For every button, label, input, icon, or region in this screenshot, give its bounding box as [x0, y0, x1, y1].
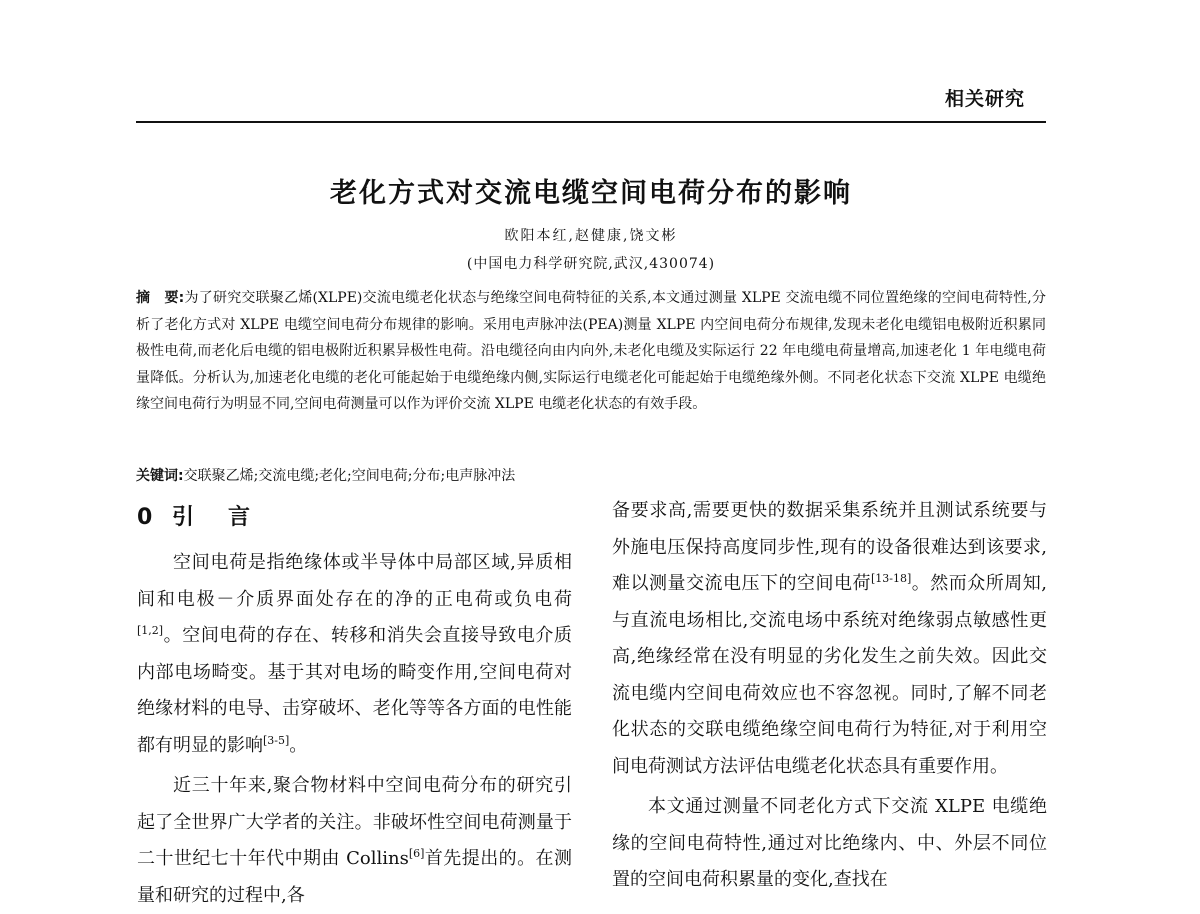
paragraph-text: 首先提出的。在测量和研究的过程中,各	[137, 848, 572, 906]
paragraph-text: 。	[289, 734, 308, 756]
paragraph	[137, 545, 572, 764]
affiliation: (中国电力科学研究院,武汉,430074)	[466, 256, 716, 272]
authors: 欧阳本红,赵健康,饶文彬	[504, 228, 678, 244]
paragraph-text: 。然而众所周知,与直流电场相比,交流电场中系统对绝缘弱点敏感性更高,绝缘经常在没有明显的劣化发生之前失效。因此交流电缆内空间电荷效应也不容忽视。同时,了解不同老化状态的交联电缆绝缘空间电荷行为特征,对于利用空间电荷测试方法评估电缆老化状态具有重要作用。	[612, 573, 1047, 777]
paragraph-text: 近三十年来,聚合物材料中空间电荷分布的研究引起了全世界广大学者的关注。非破坏性空间电荷测量于二十世纪七十年代中期由 Collins	[137, 775, 572, 869]
section-tag: 相关研究	[944, 88, 1025, 110]
paragraph-text: 备要求高,需要更快的数据采集系统并且测试系统要与外施电压保持高度同步性,现有的设备很难达到该要求,难以测量交流电压下的空间电荷	[612, 500, 1047, 594]
section-heading: 0 引 言	[137, 505, 256, 530]
paragraph-text: 本文通过测量不同老化方式下交流 XLPE 电缆绝缘的空间电荷特性,通过对比绝缘内、中、外层不同位置的空间电荷积累量的变化,查找在	[612, 796, 1047, 890]
abstract	[136, 285, 1046, 418]
header-rule	[136, 121, 1046, 123]
abstract-text: 为了研究交联聚乙烯(XLPE)交流电缆老化状态与绝缘空间电荷特征的关系,本文通过测量 XLPE 交流电缆不同位置绝缘的空间电荷特性,分析了老化方式对 XLPE 电缆空间电荷分布规律的影响。采用电声脉冲法(PEA)测量 XLPE 内空间电荷分布规律,发现未老化电缆铝电极附近积累同极性电荷,而老化后电缆的铝电极附近积累异极性电荷。沿电缆径向由内向外,未老化电缆及实际运行 22 年电缆电荷量增高,加速老化 1 年电缆电荷量降低。分析认为,加速老化电缆的老化可能起始于电缆绝缘内侧,实际运行电缆老化可能起始于电缆绝缘外侧。不同老化状态下交流 XLPE 电缆绝缘空间电荷行为明显不同,空间电荷测量可以作为评价交流 XLPE 电缆老化状态的有效手段。	[136, 290, 1046, 412]
paragraph-text: 空间电荷是指绝缘体或半导体中局部区域,异质相间和电极－介质界面处存在的净的正电荷或负电荷	[137, 552, 572, 610]
paragraph	[612, 789, 1047, 899]
keywords-text: 交联聚乙烯;交流电缆;老化;空间电荷;分布;电声脉冲法	[183, 468, 516, 484]
keywords	[136, 463, 1046, 489]
citation: [6]	[408, 847, 425, 860]
paragraph	[612, 493, 1047, 785]
citation: [1,2]	[137, 624, 164, 637]
paragraph-text: 。空间电荷的存在、转移和消失会直接导致电介质内部电场畸变。基于其对电场的畸变作用,空间电荷对绝缘材料的电导、击穿破坏、老化等等各方面的电性能都有明显的影响	[137, 625, 572, 756]
paragraph	[137, 768, 572, 914]
right-column	[612, 493, 1047, 893]
keywords-label: 关键词:	[136, 468, 184, 484]
citation: [13-18]	[870, 572, 912, 585]
citation: [3-5]	[263, 733, 290, 747]
abstract-label: 摘 要:	[136, 290, 185, 306]
left-column	[137, 545, 572, 906]
paper-title: 老化方式对交流电缆空间电荷分布的影响	[330, 178, 852, 209]
